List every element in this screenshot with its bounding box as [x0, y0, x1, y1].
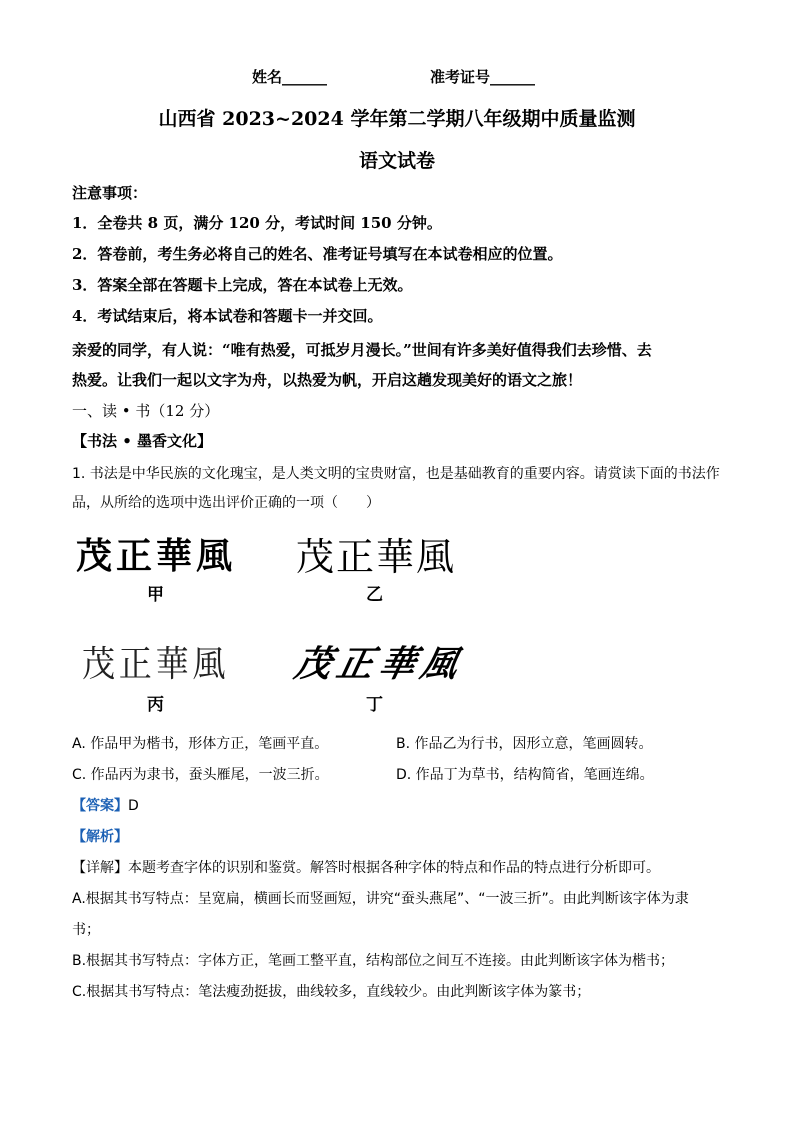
notice-item: 4．考试结束后，将本试卷和答题卡一并交回。 [72, 307, 383, 325]
detail-text: 本题考查字体的识别和鉴赏。解答时根据各种字体的特点和作品的特点进行分析即可。 [128, 860, 660, 876]
calligraphy-label: 乙 [366, 585, 383, 605]
detail-line: A.根据其书写特点：呈宽扁，横画长而竖画短，讲究“蚕头燕尾”、“一波三折”。由此判断该字体为隶 [72, 891, 689, 907]
option-a: A. 作品甲为楷书，形体方正，笔画平直。 [72, 736, 329, 752]
calligraphy-sample-bing: 茂正華風 [82, 644, 230, 685]
calligraphy-label: 甲 [147, 585, 164, 605]
calligraphy-label: 丙 [147, 695, 164, 715]
notice-item: 1．全卷共 8 页，满分 120 分，考试时间 150 分钟。 [72, 214, 442, 232]
calligraphy-sample-ding: 茂正華風 [291, 643, 468, 685]
analysis-line [72, 826, 732, 848]
section-title: 一、读 • 书（12 分） [72, 402, 220, 420]
detail-line [72, 857, 732, 879]
calligraphy-sample-yi: 茂正華風 [296, 535, 457, 579]
section-subtitle: 【书法 • 墨香文化】 [72, 432, 213, 450]
exam-subtitle: 语文试卷 [358, 150, 435, 172]
detail-tag: 【详解】 [72, 860, 128, 876]
calligraphy-sample-jia: 茂正華風 [76, 536, 237, 577]
intro-line: 亲爱的同学，有人说：“唯有热爱，可抵岁月漫长。”世间有许多美好值得我们去珍惜、去 [72, 341, 652, 359]
question-stem: 品，从所给的选项中选出评价正确的一项（ ） [72, 495, 380, 511]
notice-item: 3．答案全部在答题卡上完成，答在本试卷上无效。 [72, 276, 413, 294]
option-d: D. 作品丁为草书，结构简省，笔画连绵。 [396, 767, 654, 783]
option-c: C. 作品丙为隶书，蚕头雁尾，一波三折。 [72, 767, 329, 783]
answer-value: D [128, 798, 139, 814]
intro-line: 热爱。让我们一起以文字为舟，以热爱为帆，开启这趟发现美好的语文之旅！ [72, 371, 583, 389]
detail-line: C.根据其书写特点：笔法瘦劲挺拔，曲线较多，直线较少。由此判断该字体为篆书； [72, 984, 591, 1000]
calligraphy-label: 丁 [366, 695, 383, 715]
analysis-tag: 【解析】 [72, 829, 128, 845]
exam-id-field-label: 准考证号______ [430, 68, 536, 86]
detail-line: B.根据其书写特点：字体方正，笔画工整平直，结构部位之间互不连接。由此判断该字体为楷书； [72, 953, 675, 969]
answer-tag: 【答案】 [72, 798, 128, 814]
notice-heading: 注意事项： [72, 184, 148, 202]
option-b: B. 作品乙为行书，因形立意，笔画圆转。 [396, 736, 653, 752]
question-stem: 1. 书法是中华民族的文化瑰宝，是人类文明的宝贵财富，也是基础教育的重要内容。请赏读下面的书法作 [72, 466, 720, 482]
answer-line [72, 795, 732, 817]
exam-title: 山西省 2023~2024 学年第二学期八年级期中质量监测 [158, 108, 636, 130]
notice-item: 2．答卷前，考生务必将自己的姓名、准考证号填写在本试卷相应的位置。 [72, 245, 563, 263]
detail-line: 书； [72, 922, 100, 938]
name-field-label: 姓名______ [252, 68, 328, 86]
candidate-info [0, 66, 794, 88]
